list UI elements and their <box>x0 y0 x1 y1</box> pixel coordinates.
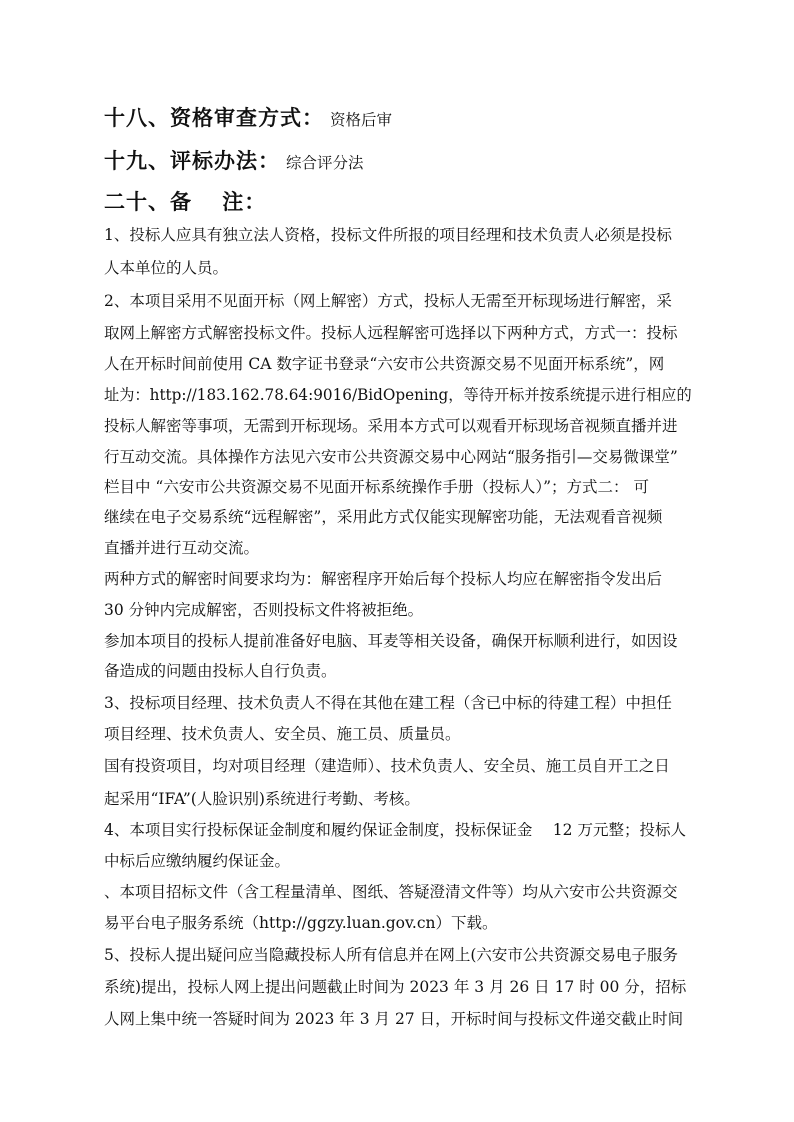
body-line: 易平台电子服务系统（http://ggzy.luan.gov.cn）下载。 <box>104 914 498 932</box>
section-19-heading <box>104 145 364 175</box>
body-line: 起采用“IFA”(人脸识别)系统进行考勤、考核。 <box>104 790 420 808</box>
body-line: 5、投标人提出疑问应当隐藏投标人所有信息并在网上(六安市公共资源交易电子服务 <box>104 946 678 964</box>
body-line: 人网上集中统一答疑时间为 2023 年 3 月 27 日，开标时间与投标文件递交截止时间 <box>104 1010 684 1028</box>
body-line: 两种方式的解密时间要求均为：解密程序开始后每个投标人均应在解密指令发出后 <box>104 570 663 588</box>
body-line: 2、本项目采用不见面开标（网上解密）方式，投标人无需至开标现场进行解密，采 <box>104 292 672 310</box>
section-19-value: 综合评分法 <box>286 154 364 172</box>
section-18-value: 资格后审 <box>330 111 393 129</box>
body-line: 3、投标项目经理、技术负责人不得在其他在建工程（含已中标的待建工程）中担任 <box>104 694 672 712</box>
section-20-title: 二十、备 注： <box>104 190 267 214</box>
body-line: 30 分钟内完成解密，否则投标文件将被拒绝。 <box>104 601 424 619</box>
section-20-heading <box>104 186 266 216</box>
body-line: 投标人解密等事项，无需到开标现场。采用本方式可以观看开标现场音视频直播并进 <box>104 417 678 435</box>
body-line: 、本项目招标文件（含工程量清单、图纸、答疑澄清文件等）均从六安市公共资源交 <box>104 883 678 901</box>
section-19-title: 十九、评标办法： <box>104 149 280 173</box>
section-18-heading <box>104 102 392 132</box>
body-line: 国有投资项目，均对项目经理（建造师）、技术负责人、安全员、施工员自开工之日 <box>104 757 670 775</box>
body-line: 系统)提出，投标人网上提出问题截止时间为 2023 年 3 月 26 日 17 时 00 分，招标 <box>104 978 687 996</box>
body-line: 栏目中 “六安市公共资源交易不见面开标系统操作手册（投标人）”；方式二： 可 <box>104 478 649 496</box>
body-line: 址为：http://183.162.78.64:9016/BidOpening，等待开标并按系统提示进行相应的 <box>104 386 692 404</box>
body-line: 备造成的问题由投标人自行负责。 <box>104 662 337 680</box>
body-line: 取网上解密方式解密投标文件。投标人远程解密可选择以下两种方式，方式一：投标 <box>104 324 678 342</box>
body-line: 项目经理、技术负责人、安全员、施工员、质量员。 <box>104 725 461 743</box>
body-line: 人在开标时间前使用 CA 数字证书登录“六安市公共资源交易不见面开标系统”，网 <box>104 355 665 373</box>
section-18-title: 十八、资格审查方式： <box>104 106 324 130</box>
body-line: 人本单位的人员。 <box>104 259 229 277</box>
body-line: 1、投标人应具有独立法人资格，投标文件所报的项目经理和技术负责人必须是投标 <box>104 226 672 244</box>
body-line: 参加本项目的投标人提前准备好电脑、耳麦等相关设备，确保开标顺利进行，如因设 <box>104 632 678 650</box>
body-line: 4、本项目实行投标保证金制度和履约保证金制度，投标保证金 12 万元整；投标人 <box>104 821 686 839</box>
body-line: 直播并进行互动交流。 <box>104 539 260 557</box>
body-line: 行互动交流。具体操作方法见六安市公共资源交易中心网站“服务指引—交易微课堂” <box>104 448 678 466</box>
body-line: 中标后应缴纳履约保证金。 <box>104 852 291 870</box>
body-line: 继续在电子交易系统“远程解密”，采用此方式仅能实现解密功能，无法观看音视频 <box>104 508 663 526</box>
